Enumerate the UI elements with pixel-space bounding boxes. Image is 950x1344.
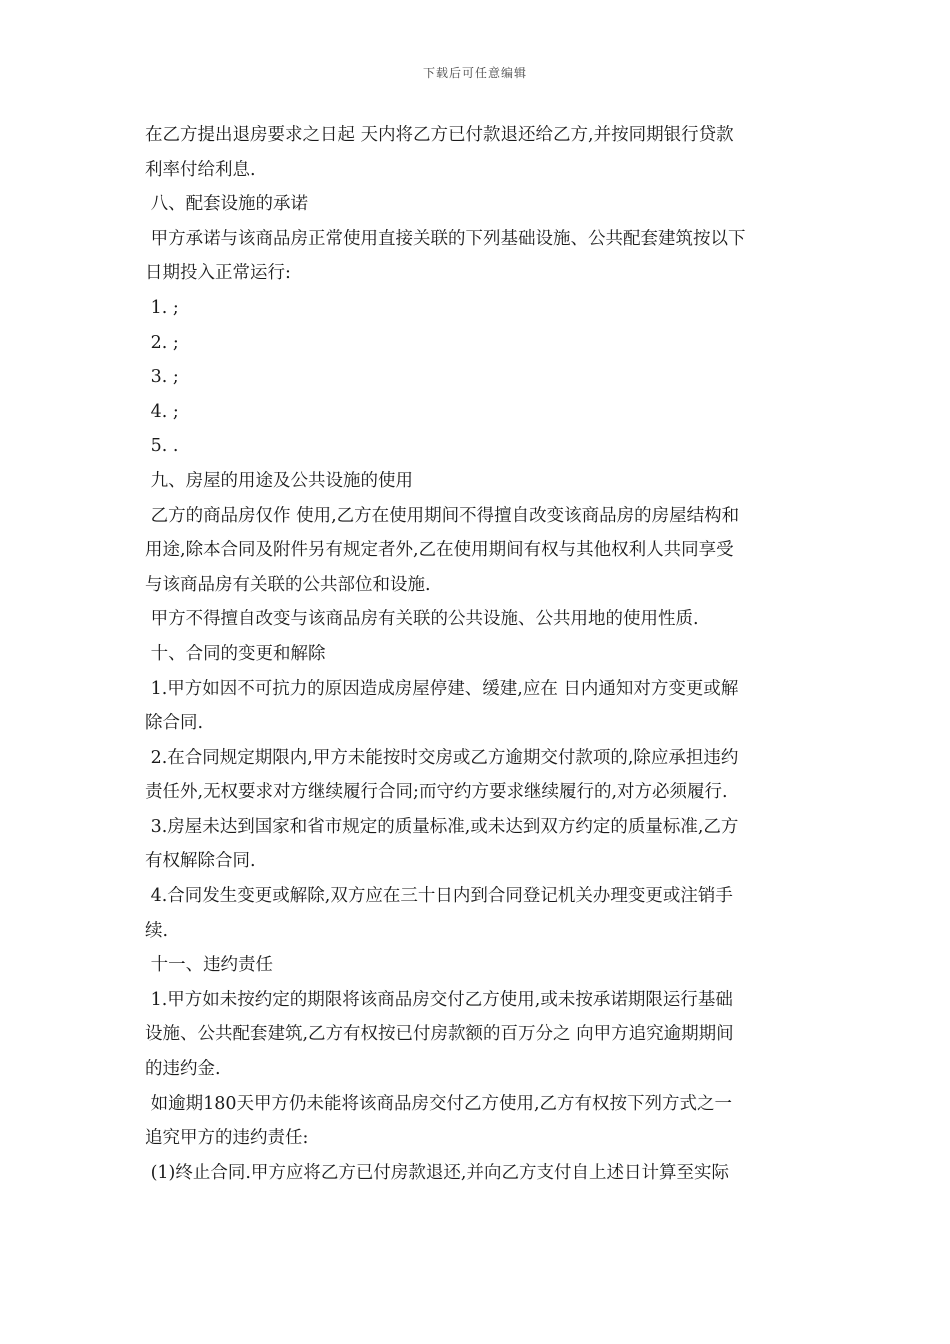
text-line: 日期投入正常运行:	[145, 263, 291, 284]
text-line: 续.	[145, 920, 169, 941]
section-heading: 九、房屋的用途及公共设施的使用	[145, 470, 414, 491]
text-line: 如逾期180天甲方仍未能将该商品房交付乙方使用,乙方有权按下列方式之一	[145, 1093, 733, 1114]
text-line: 责任外,无权要求对方继续履行合同;而守约方要求继续履行的,对方必须履行.	[145, 782, 728, 803]
text-line: 的违约金.	[145, 1059, 221, 1080]
text-line: 乙方的商品房仅作 使用,乙方在使用期间不得擅自改变该商品房的房屋结构和	[145, 505, 740, 526]
text-line: 追究甲方的违约责任:	[145, 1128, 309, 1149]
list-item: 5. .	[145, 436, 179, 457]
page-header: 下载后可任意编辑	[422, 66, 527, 80]
text-line: 3.房屋未达到国家和省市规定的质量标准,或未达到双方约定的质量标准,乙方	[145, 816, 739, 837]
list-item: 2. ;	[145, 332, 179, 353]
text-line: 除合同.	[145, 713, 204, 734]
list-item: 3. ;	[145, 367, 179, 388]
text-line: 1.甲方如因不可抗力的原因造成房屋停建、缓建,应在 日内通知对方变更或解	[145, 678, 739, 699]
text-line: 甲方承诺与该商品房正常使用直接关联的下列基础设施、公共配套建筑按以下	[145, 228, 746, 249]
document-body	[145, 118, 810, 1190]
text-line: 与该商品房有关联的公共部位和设施.	[145, 574, 431, 595]
text-line: (1)终止合同.甲方应将乙方已付房款退还,并向乙方支付自上述日计算至实际	[145, 1162, 729, 1183]
text-line: 2.在合同规定期限内,甲方未能按时交房或乙方逾期交付款项的,除应承担违约	[145, 747, 739, 768]
text-line: 4.合同发生变更或解除,双方应在三十日内到合同登记机关办理变更或注销手	[145, 886, 733, 907]
list-item: 1. ;	[145, 297, 179, 318]
section-heading: 十一、违约责任	[145, 955, 274, 976]
text-line: 1.甲方如未按约定的期限将该商品房交付乙方使用,或未按承诺期限运行基础	[145, 989, 733, 1010]
text-line: 甲方不得擅自改变与该商品房有关联的公共设施、公共用地的使用性质.	[145, 609, 699, 630]
list-item: 4. ;	[145, 401, 179, 422]
text-line: 设施、公共配套建筑,乙方有权按已付房款额的百万分之 向甲方追究逾期期间	[145, 1024, 734, 1045]
section-heading: 十、合同的变更和解除	[145, 643, 326, 664]
text-line: 有权解除合同.	[145, 851, 256, 872]
text-line: 在乙方提出退房要求之日起 天内将乙方已付款退还给乙方,并按同期银行贷款	[145, 125, 734, 145]
section-heading: 八、配套设施的承诺	[145, 194, 309, 215]
text-line: 利率付给利息.	[145, 159, 256, 180]
text-line: 用途,除本合同及附件另有规定者外,乙在使用期间有权与其他权利人共同享受	[145, 540, 734, 561]
